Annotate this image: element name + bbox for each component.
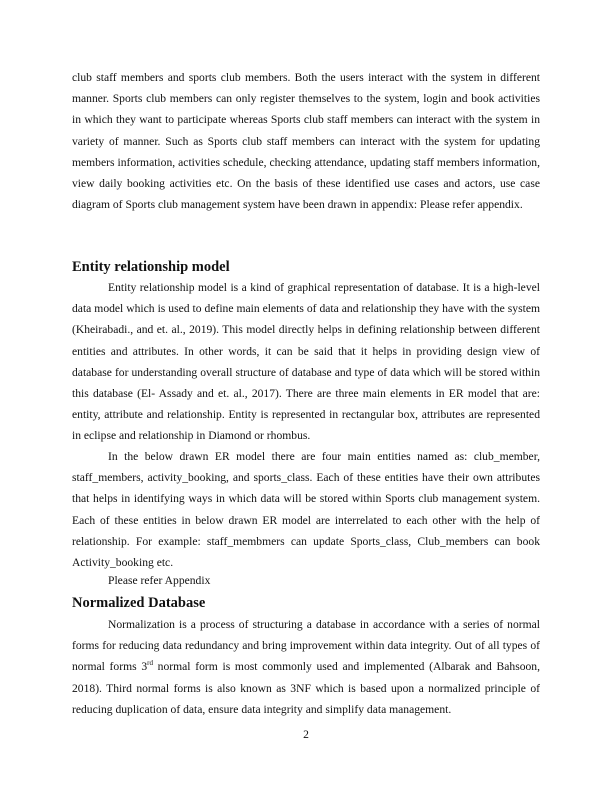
paragraph-er-definition: Entity relationship model is a kind of graphical representation of database. It is a high-level data model which is used to define main elements of data and relationship they have with the system (Kheirabadi., and et. al., 2019). This model directly helps in defining relationship between different entities and attributes. In other words, it can be said that it helps in providing design view of database for understanding overall structure of database and type of data which will be stored within this database (El- Assady and et. al., 2017). There are three main elements in ER model that are: entity, attribute and relationship. Entity is represented in rectangular box, attributes are represented in eclipse and relationship in Diamond or rhombus. (72, 281, 540, 443)
paragraph-er-entities: In the below drawn ER model there are four main entities named as: club_member, staff_members, activity_booking, and sports_class. Each of these entities have their own attributes that helps in identifying ways in which data will be stored within Sports club management system. Each of these entities in below drawn ER model are interrelated to each other with the help of relationship. For example: staff_membmers can update Sports_class, Club_members can book Activity_booking etc. (72, 450, 540, 570)
heading-entity-relationship-model: Entity relationship model (72, 259, 230, 275)
ordinal-superscript: rd (147, 659, 153, 668)
paragraph-use-case-summary: club staff members and sports club members. Both the users interact with the system in different manner. Sports club members can only register themselves to the system, login and book activities in which they want to participate whereas Sports club staff members can interact with the system in variety of manner. Such as Sports club staff members can interact with the system for updating members information, activities schedule, checking attendance, updating staff members information, view daily booking activities etc. On the basis of these identified use cases and actors, use case diagram of Sports club management system have been drawn in appendix: Please refer appendix. (72, 71, 540, 212)
normalization-text-end: normal form is most commonly used and implemented (Albarak and Bahsoon, 2018). Third normal forms is also known as 3NF which is based upon a normalized principle of reducing duplication of data, ensure data integrity and simplify data management. (72, 660, 540, 716)
appendix-reference: Please refer Appendix (108, 574, 211, 587)
page-number: 2 (303, 728, 309, 741)
paragraph-normalization (72, 614, 540, 720)
heading-normalized-database: Normalized Database (72, 595, 206, 611)
normalization-text-start: Normalization is a process of structuring a database in accordance with a series of normal forms for reducing data redundancy and bring improvement within data integrity. Out of all types of normal forms 3 (72, 618, 540, 674)
